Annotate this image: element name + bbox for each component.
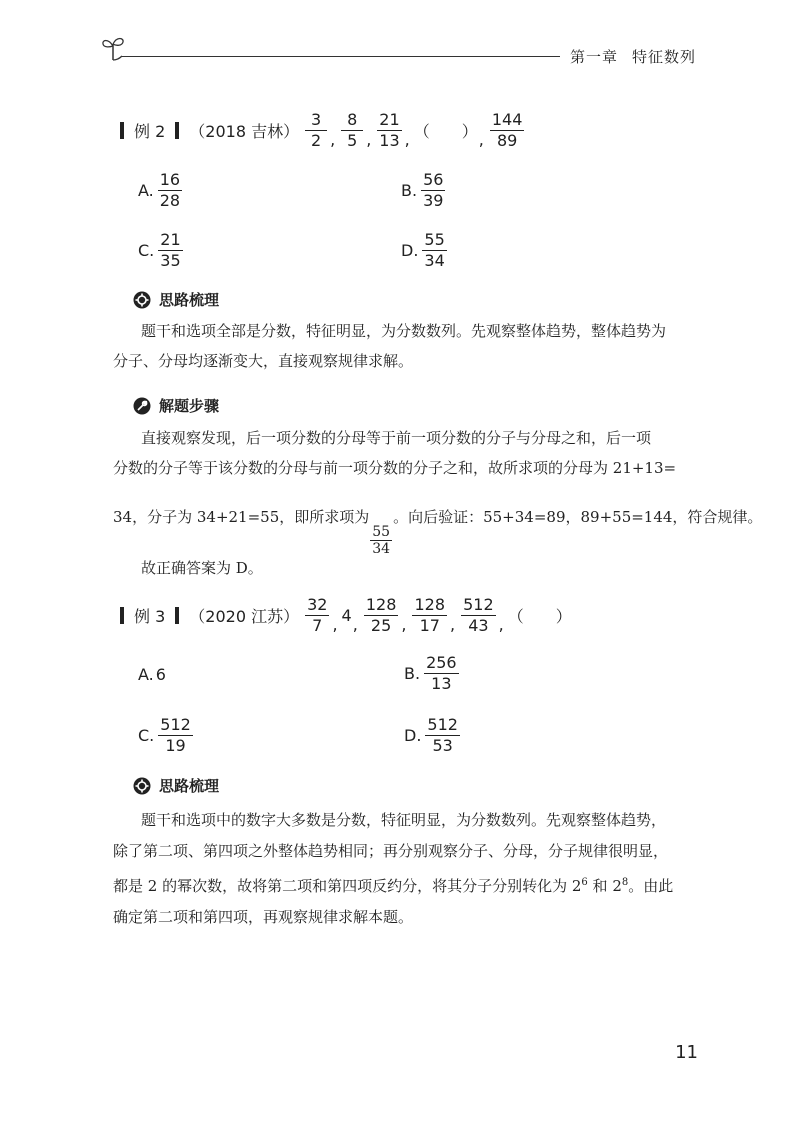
option-d: D. $\frac{512}{53}$ <box>404 715 458 755</box>
term-fraction: $\frac{3}{2}$ <box>305 112 327 149</box>
term-fraction: $\frac{21}{13}$ <box>379 110 400 150</box>
option-a: A. 6 <box>138 665 166 684</box>
option-c: C. $\frac{512}{19}$ <box>138 715 191 755</box>
answer-blank: （ ） <box>413 122 478 141</box>
chapter-title: 特征数列 <box>631 48 696 66</box>
label-bar-right <box>175 122 179 139</box>
chapter-number: 第一章 <box>569 48 618 66</box>
page-header <box>100 34 700 66</box>
term-fraction: $\frac{144}{89}$ <box>491 110 523 150</box>
example-3-question: 例 3 （2020 江苏） $\frac{32}{7}$ , 4 , $\frac{128}{25}$ , $\frac{128}{17}$ , $\frac{512}{43}$ , （ ） <box>120 597 572 634</box>
steps-paragraph-line3: 34，分子为 34+21=55，即所求项为 $\frac{55}{34}$ 。向后验证：55+34=89，89+55=144，符合规律。 <box>113 508 763 557</box>
header-rule <box>122 56 560 57</box>
term-fraction: $\frac{128}{17}$ <box>414 595 446 635</box>
option-c: C. $\frac{21}{35}$ <box>138 230 181 270</box>
wrench-icon <box>133 397 151 415</box>
term-fraction: $\frac{32}{7}$ <box>307 595 328 635</box>
answer-blank: （ ） <box>507 607 572 626</box>
gear-icon <box>133 291 151 309</box>
answer-fraction: $\frac{55}{34}$ <box>372 524 391 557</box>
term-integer: 4 <box>341 606 352 625</box>
option-b: B. $\frac{56}{39}$ <box>401 170 444 210</box>
label-bar-left <box>120 122 124 139</box>
section-title-thinking-3: 思路梳理 <box>133 775 219 796</box>
section-title-steps: 解题步骤 <box>133 395 219 416</box>
example-2-question: 例 2 （2018 吉林） $\frac{3}{2}$ , $\frac{8}{5}$ , $\frac{21}{13}$ , （ ） , $\frac{144}{89}$ <box>120 112 526 149</box>
chapter-heading <box>556 46 696 67</box>
label-bar-right <box>175 607 179 624</box>
term-fraction: $\frac{512}{43}$ <box>463 595 494 635</box>
example-label: 例 3 <box>134 607 166 626</box>
term-fraction: $\frac{128}{25}$ <box>365 595 397 635</box>
answer-line: 故正确答案为 D。 <box>141 559 263 577</box>
section-title-thinking: 思路梳理 <box>133 289 219 310</box>
term-fraction: $\frac{8}{5}$ <box>341 112 363 149</box>
sprout-icon <box>100 34 126 62</box>
option-b: B. $\frac{256}{13}$ <box>404 653 457 693</box>
question-source: （2020 江苏） <box>189 607 300 626</box>
gear-icon <box>133 777 151 795</box>
page-number: 11 <box>675 1042 698 1063</box>
steps-paragraph: 直接观察发现，后一项分数的分母等于前一项分数的分子与分母之和，后一项 分数的分子等于该分数的分母与前一项分数的分子之和，故所求项的分母为 21+13= <box>113 429 677 477</box>
option-a: A. $\frac{16}{28}$ <box>138 170 181 210</box>
example-label: 例 2 <box>134 122 166 141</box>
option-d: D. $\frac{55}{34}$ <box>401 230 445 270</box>
thinking-paragraph: 题干和选项全部是分数，特征明显，为分数数列。先观察整体趋势，整体趋势为 分子、分母均逐渐变大，直接观察规律求解。 <box>113 322 667 370</box>
label-bar-left <box>120 607 124 624</box>
question-source: （2018 吉林） <box>189 122 300 141</box>
thinking-paragraph-3: 题干和选项中的数字大多数是分数，特征明显，为分数数列。先观察整体趋势， 除了第二项、第四项之外整体趋势相同；再分别观察分子、分母，分子规律很明显， 都是 2 的幂次数，故将第二项和第四项反约分，将其分子分别转化为 $2^6$ 和 $2^8$。由此 确定第二项和第四项，再观察规律求解本题。 <box>113 811 674 926</box>
